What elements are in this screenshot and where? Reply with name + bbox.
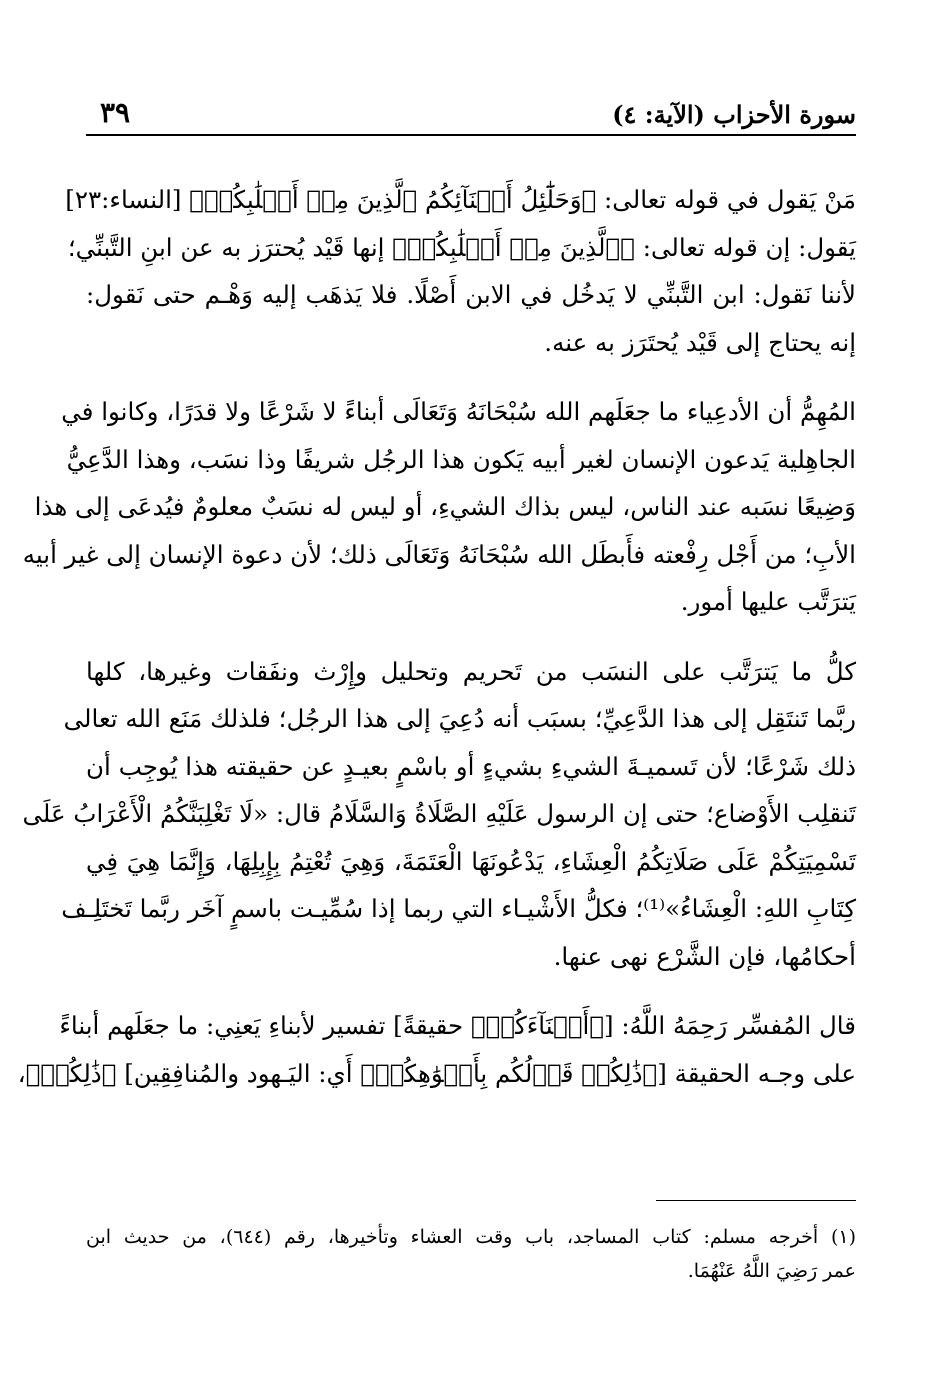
text-line: إنه يحتاج إلى قَيْد يُحتَرَز به عنه. bbox=[544, 327, 856, 357]
paragraph-3 bbox=[22, 648, 856, 981]
text-line: على وجـه الحقيقة [﴿ذَٰلِكُمۡ قَوۡلُكُم بِأَفۡوَٰهِكُمۡ﴾ أَي: اليَـهود والمُنافِقِين] ﴿ذَٰلِكُمۡ﴾، bbox=[17, 1058, 856, 1088]
header-divider bbox=[86, 134, 856, 136]
text-line: المُهِمُّ أن الأدعِياء ما جعَلَهم الله سُبْحَانَهُ وَتَعَالَى أبناءً لا شَرْعًا ولا قدَرًا، وكانوا في bbox=[61, 397, 856, 426]
text-line: ربَّما تَنتَقِل إلى هذا الدَّعِيِّ؛ بسبَب أنه دُعِيَ إلى هذا الرجُل؛ فلذلك مَنَع الله تعالى bbox=[63, 704, 856, 733]
footnote-divider bbox=[656, 1200, 856, 1201]
paragraph-1 bbox=[65, 176, 856, 366]
text-line: لأننا نَقول: ابن التَّبنِّي لا يَدخُل في الابن أَصْلًا. فلا يَذهَب إليه وَهْـم حتى نَقول: bbox=[86, 280, 856, 309]
footnote-line: (١) أخرجه مسلم: كتاب المساجد، باب وقت العشاء وتأخيرها، رقم (٦٤٤)، من حديث ابن bbox=[86, 1226, 857, 1248]
page-header bbox=[86, 94, 856, 134]
text-line: أحكامُها، فإن الشَّرْع نهى عنها. bbox=[553, 941, 856, 971]
text-line: يَقول: إن قوله تعالى: ﴿ٱلَّذِينَ مِنۡ أَصۡلَٰبِكُمۡ﴾ إنها قَيْد يُحترَز به عن ابنِ التَّبنِّي؛ bbox=[67, 232, 856, 262]
text-line: قال المُفسِّر رَحِمَهُ اللَّهُ: [﴿أَبۡنَآءَكُمۡ﴾ حقيقةً] تفسير لأبناءِ يَعنِي: ما جعَلَهم أبناءً bbox=[59, 1011, 856, 1040]
text-line: الجاهِلية يَدعون الإنسان لغير أبيه يَكون هذا الرجُل شريفًا وذا نسَب، وهذا الدَّعِيُّ bbox=[66, 444, 856, 474]
page-number: ٣٩ bbox=[100, 96, 131, 129]
paragraph-4 bbox=[17, 1002, 856, 1097]
text-line: الأبِ؛ من أَجْل رِفْعته فأَبطَل الله سُبْحَانَهُ وَتَعَالَى ذلك؛ لأن دعوة الإنسان إلى غير أبيه bbox=[22, 539, 856, 569]
text-line: ذلك شَرْعًا؛ لأن تَسميـةَ الشيءِ بشيءٍ أو باسْمٍ بعيـدٍ عن حقيقته هذا يُوجِب أن bbox=[86, 751, 856, 781]
footnote bbox=[86, 1220, 856, 1288]
text-line: كلُّ ما يَترَتَّب على النسَب من تَحريم وتحليل وإِرْث ونفَقات وغيرها، كلها bbox=[86, 656, 856, 686]
text-line: يَترَتَّب عليها أمور. bbox=[680, 587, 856, 616]
surah-title: سورة الأحزاب (الآية: ٤) bbox=[612, 100, 856, 129]
body-text bbox=[17, 176, 856, 1119]
text-line: كِتَابِ اللهِ: الْعِشَاءُ»⁽¹⁾؛ فكلُّ الأَشْيـاء التي ربما إذا سُمِّيـت باسمٍ آخَر ربَّما تَختَلِـف bbox=[61, 894, 856, 923]
text-line: تَنقلِب الأَوْضاع؛ حتى إن الرسول عَلَيْهِ الصَّلَاةُ وَالسَّلَامُ قال: «لَا تَغْلِبَنَّكُمُ الْأَعْرَابُ عَلَى bbox=[22, 799, 856, 828]
text-line: تَسْمِيَتِكُمْ عَلَى صَلَاتِكُمُ الْعِشَاءِ، يَدْعُونَهَا الْعَتَمَةَ، وَهِيَ تُعْتِمُ بِإِبِلِهَا، وَإِنَّمَا هِيَ فِي bbox=[86, 846, 856, 876]
footnote-line: عمر رَضِيَ اللَّهُ عَنْهُمَا. bbox=[687, 1260, 856, 1282]
text-line: مَنْ يَقول في قوله تعالى: ﴿وَحَلَٰٓئِلُ أَبۡنَآئِكُمُ ٱلَّذِينَ مِنۡ أَصۡلَٰبِكُمۡ﴾ [النساء:٢٣] bbox=[65, 185, 856, 214]
paragraph-2 bbox=[22, 388, 856, 626]
text-line: وَضِيعًا نسَبه عند الناس، ليس بذاك الشيءِ، أو ليس له نسَبٌ معلومٌ فيُدعَى إلى هذا bbox=[34, 492, 856, 521]
